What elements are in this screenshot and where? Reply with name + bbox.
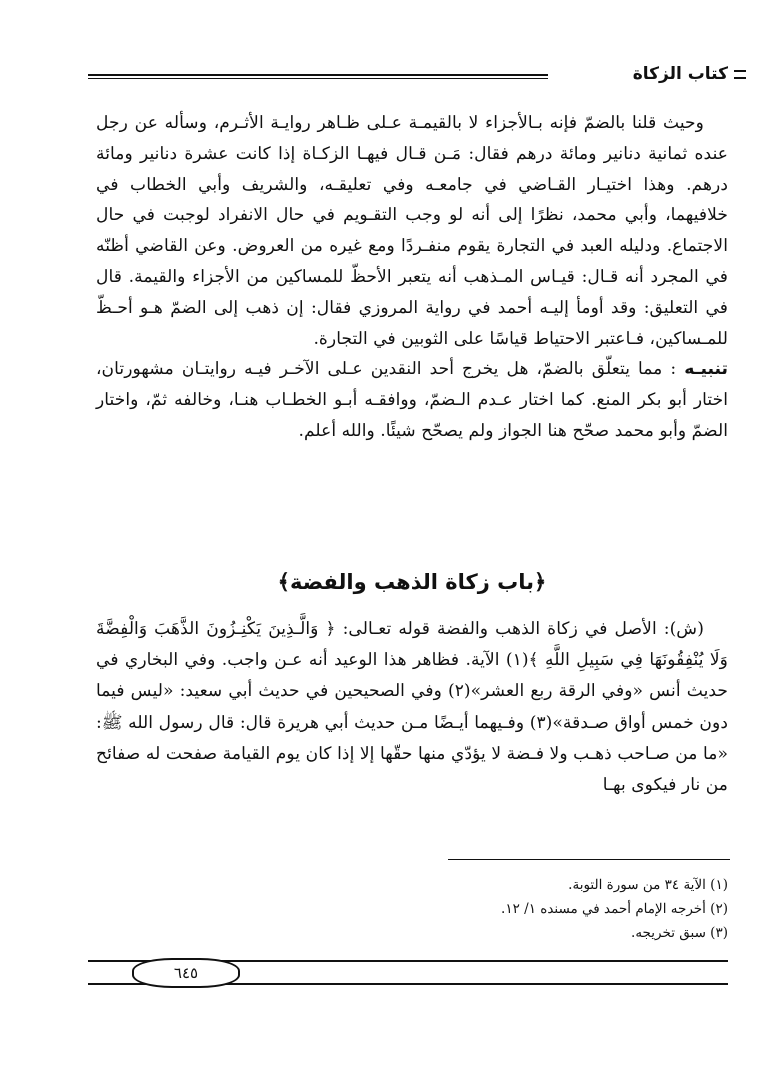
text-line: في حال الانفراد لوجبت في حال الاجتماع. ودليله العبد في التجارة يقوم منفـردًا (96, 205, 728, 257)
text-line: كانت عشرة دنانير ومائة درهم. وهذا اختيـار القـاضي في جامعـه وفي تعليقـه، (96, 143, 728, 195)
page-footer (88, 958, 728, 988)
text-line: أنه يتعبر الأحظّ للمساكين من الأجزاء والقيمة. قال في التعليق: وقد أومأ إليـه (96, 266, 729, 318)
text-line: في حديث أبي سعيد: «ليس فيما دون خمس أواق صـدقة»(٣) وفـيهما أيـضًا مـن (96, 681, 729, 733)
running-header-title: كتاب الزكاة (632, 64, 728, 84)
chapter-title: ﴿باب زكاة الذهب والفضة﴾ (277, 570, 547, 594)
text-line: : مما يتعلّق بالضمّ، هل يخرج أحد النقدين عـلى الآخـر فيـه روايتـان (181, 359, 677, 380)
text-line: الذَّهَبَ وَالْفِضَّةَ وَلَا يُنْفِقُونَهَا فِي سَبِيلِ اللَّهِ ﴾(١) الآية. فظاهر هذا الوعيد أنه عـن (96, 619, 728, 671)
text-line: يؤدّي منها حقّها إلا إذا كان يوم القيامة صفحت له صفائح من نار فيكوى بهـا (96, 743, 728, 796)
text-line: واجب. وفي البخاري في حديث أنس «وفي الرقة ربع العشر»(٢) وفي الصحيحين (96, 650, 728, 702)
text-line: الاحتياط قياسًا على الثوبين في التجارة. (313, 328, 590, 349)
footnote-separator (448, 859, 730, 860)
text-line: مشهورتان، اختار أبو بكر المنع. كما اختار عـدم الـضمّ، ووافقـه أبـو الخطـاب هنـا، (96, 359, 728, 411)
text-line: وخالفه ثمّ، واختار الضمّ وأبو محمد صحّح هنا الجواز ولم يصحّح شيئًا. والله أعلم. (96, 390, 728, 441)
text-line: وحيث قلنا بالضمّ فإنه بـالأجزاء لا بالقيمـة عـلى ظـاهر روايـة الأثـرم، (213, 113, 704, 133)
footnote: (٢) أخرجه الإمام أحمد في مسنده ١/ ١٢. (501, 901, 728, 917)
running-header (88, 62, 728, 88)
header-rule (88, 74, 548, 79)
footnotes (300, 873, 728, 945)
footnote: (١) الآية ٣٤ من سورة التوبة. (568, 877, 728, 893)
text-line: أحمد في رواية المروزي فقال: إن ذهب إلى الضمّ هـو أحـظّ للمـساكين، فـاعتبر (96, 297, 728, 349)
header-ornament (734, 70, 746, 79)
page-number: ٦٤٥ (132, 958, 240, 988)
text-line: حديث أبي هريرة قال: قال رسول الله ﷺ: «ما من صـاحب ذهـب ولا فـضة لا (96, 712, 728, 764)
text-line: والشريف وأبي الخطاب في خلافيهما، وأبي محمد، نظرًا إلى أنه لو وجب التقـويم (96, 174, 729, 226)
text-line: ومع غيره من العروض. وعن القاضي أظنّه في المجرد أنه قـال: قيـاس المـذهب (96, 236, 729, 287)
chapter-text-block (96, 614, 728, 801)
main-text-block (96, 108, 728, 447)
text-line: وسأله عن رجل عنده ثمانية دنانير ومائة درهم فقال: مَـن قـال فيهـا الزكـاة إذا (96, 113, 729, 164)
footnote: (٣) سبق تخريجه. (631, 925, 728, 941)
text-line: (ش): الأصل في زكاة الذهب والفضة قوله تعـالى: ﴿ وَالَّـذِينَ يَكْنِـزُونَ (206, 619, 704, 639)
note-label: تنبيـه (684, 359, 728, 380)
